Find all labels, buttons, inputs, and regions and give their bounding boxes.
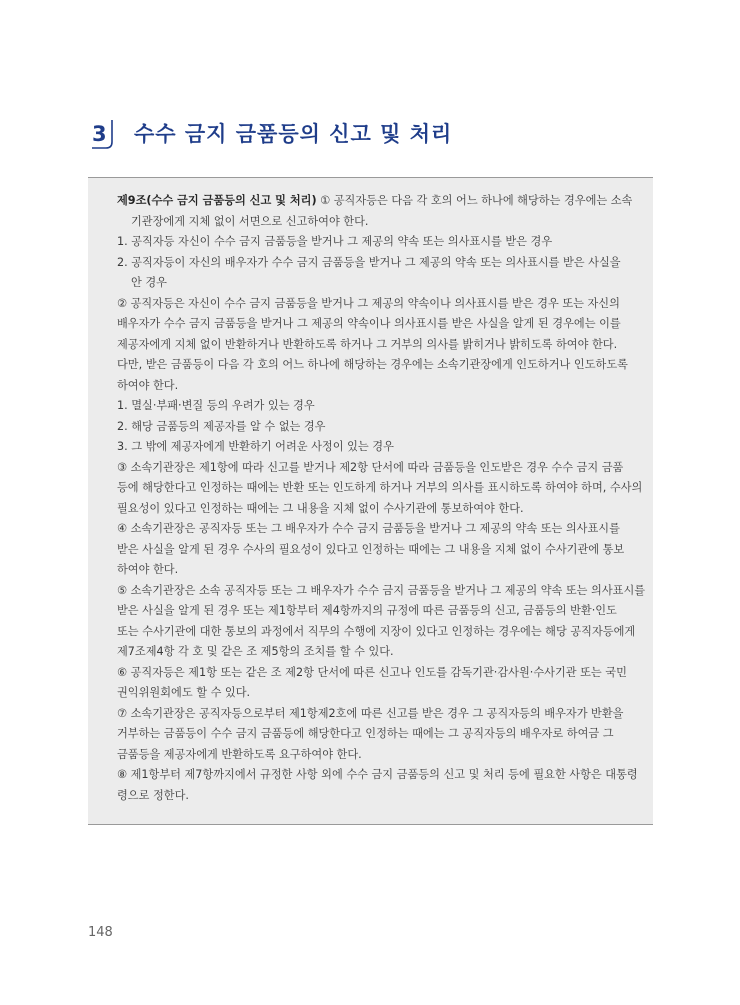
article-line: 필요성이 있다고 인정하는 때에는 그 내용을 지체 없이 수사기관에 통보하여야 한다. xyxy=(117,501,524,515)
article-line: 령으로 정한다. xyxy=(117,788,189,802)
article-line: 하여야 한다. xyxy=(117,563,179,576)
section-heading xyxy=(90,116,452,152)
article-line: 받은 사실을 알게 된 경우 또는 제1항부터 제4항까지의 규정에 따른 금품등의 신고, 금품등의 반환·인도 xyxy=(117,604,617,617)
bracket-icon xyxy=(90,118,118,150)
article-line: 또는 수사기관에 대한 통보의 과정에서 직무의 수행에 지장이 있다고 인정하는 경우에는 해당 공직자등에게 xyxy=(117,624,636,638)
article-line: 배우자가 수수 금지 금품등을 받거나 그 제공의 약속이나 의사표시를 받은 사실을 알게 된 경우에는 이를 xyxy=(117,317,621,330)
article-line: 제공자에게 지체 없이 반환하거나 반환하도록 하거나 그 거부의 의사를 밝히거나 밝히도록 하여야 한다. xyxy=(117,337,618,351)
article-line: 제7조제4항 각 호 및 같은 조 제5항의 조치를 할 수 있다. xyxy=(117,645,394,658)
article-line: 2. 공직자등이 자신의 배우자가 수수 금지 금품등을 받거나 그 제공의 약속 또는 의사표시를 받은 사실을 xyxy=(117,255,621,269)
article-line: 1. 멸실·부패·변질 등의 우려가 있는 경우 xyxy=(117,399,315,412)
article-line: 받은 사실을 알게 된 경우 수사의 필요성이 있다고 인정하는 때에는 그 내용을 지체 없이 수사기관에 통보 xyxy=(117,542,625,556)
article-line: 금품등을 제공자에게 반환하도록 요구하여야 한다. xyxy=(117,747,362,761)
article-line: 거부하는 금품등이 수수 금지 금품등에 해당한다고 인정하는 때에는 그 공직자등의 배우자로 하여금 그 xyxy=(117,727,614,740)
article-line: 1. 공직자등 자신이 수수 금지 금품등을 받거나 그 제공의 약속 또는 의사표시를 받은 경우 xyxy=(117,235,553,248)
article-line: 2. 해당 금품등의 제공자를 알 수 없는 경우 xyxy=(117,419,326,433)
article-line: 기관장에게 지체 없이 서면으로 신고하여야 한다. xyxy=(131,214,369,228)
section-title: 수수 금지 금품등의 신고 및 처리 xyxy=(134,122,453,146)
article-title: 제9조(수수 금지 금품등의 신고 및 처리) xyxy=(117,194,317,207)
article-line xyxy=(117,191,645,212)
article-line: ④ 소속기관장은 공직자등 또는 그 배우자가 수수 금지 금품등을 받거나 그 제공의 약속 또는 의사표시를 xyxy=(117,522,620,535)
article-line: ⑧ 제1항부터 제7항까지에서 규정한 사항 외에 수수 금지 금품등의 신고 및 처리 등에 필요한 사항은 대통령 xyxy=(117,768,638,781)
article-line: ② 공직자등은 자신이 수수 금지 금품등을 받거나 그 제공의 약속이나 의사표시를 받은 경우 또는 자신의 xyxy=(117,296,620,310)
section-number: 3 xyxy=(92,122,107,146)
article-line: ③ 소속기관장은 제1항에 따라 신고를 받거나 제2항 단서에 따라 금품등을 인도받은 경우 수수 금지 금품 xyxy=(117,460,624,474)
article-content xyxy=(117,191,645,806)
page-number: 148 xyxy=(88,925,113,940)
article-line-text: ① 공직자등은 다음 각 호의 어느 하나에 해당하는 경우에는 소속 xyxy=(316,194,633,207)
article-line: 등에 해당한다고 인정하는 때에는 반환 또는 인도하게 하거나 거부의 의사를 표시하도록 하여야 하며, 수사의 xyxy=(117,481,643,494)
article-line: 권익위원회에도 할 수 있다. xyxy=(117,686,251,699)
article-line: 하여야 한다. xyxy=(117,378,179,392)
article-line: 다만, 받은 금품등이 다음 각 호의 어느 하나에 해당하는 경우에는 소속기관장에게 인도하거나 인도하도록 xyxy=(117,358,628,371)
article-line: ⑦ 소속기관장은 공직자등으로부터 제1항제2호에 따른 신고를 받은 경우 그 공직자등의 배우자가 반환을 xyxy=(117,706,624,720)
article-line: ⑤ 소속기관장은 소속 공직자등 또는 그 배우자가 수수 금지 금품등을 받거나 그 제공의 약속 또는 의사표시를 xyxy=(117,583,645,597)
article-line: 3. 그 밖에 제공자에게 반환하기 어려운 사정이 있는 경우 xyxy=(117,440,394,453)
section-number-badge xyxy=(90,118,118,150)
article-line: ⑥ 공직자등은 제1항 또는 같은 조 제2항 단서에 따른 신고나 인도를 감독기관·감사원·수사기관 또는 국민 xyxy=(117,665,627,679)
article-line: 안 경우 xyxy=(131,276,167,289)
